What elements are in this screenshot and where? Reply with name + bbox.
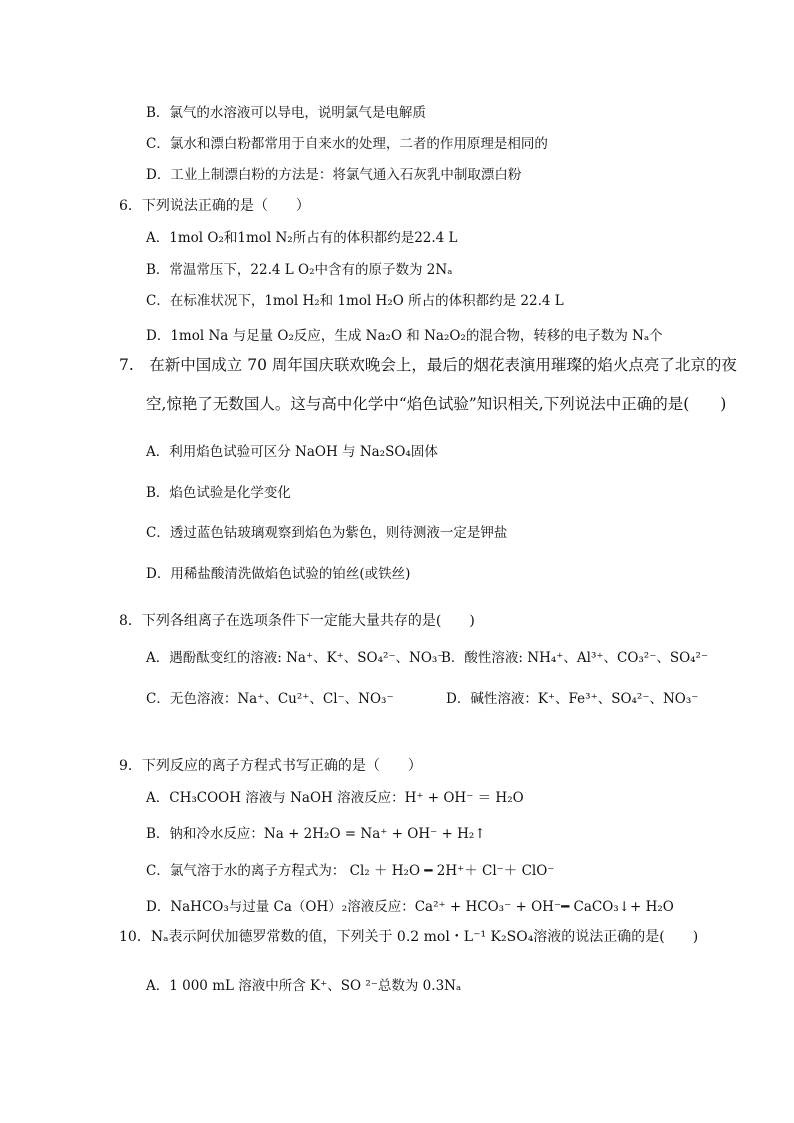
q8-option-c: C．无色溶液：Na⁺、Cu²⁺、Cl⁻、NO₃⁻ xyxy=(146,691,394,707)
q6-option-b: B．常温常压下，22.4 L O₂中含有的原子数为 2Nₐ xyxy=(146,262,453,278)
q5-option-b: B．氯气的水溶液可以导电，说明氯气是电解质 xyxy=(146,105,426,121)
q6-option-c: C．在标准状况下，1mol H₂和 1mol H₂O 所占的体积都约是 22.4 L xyxy=(146,293,564,309)
q7-option-b: B．焰色试验是化学变化 xyxy=(146,485,291,501)
q7-option-a: A．利用焰色试验可区分 NaOH 与 Na₂SO₄固体 xyxy=(146,444,438,460)
q10-stem: 10．Nₐ表示阿伏加德罗常数的值，下列关于 0.2 mol・L⁻¹ K₂SO₄溶液的说法正确的是( ) xyxy=(119,929,699,945)
q10-option-a: A．1 000 mL 溶液中所含 K⁺、SO ²⁻总数为 0.3Nₐ xyxy=(146,978,462,994)
q9-option-a: A．CH₃COOH 溶液与 NaOH 溶液反应：H⁺ + OH⁻ ＝ H₂O xyxy=(146,790,524,806)
q5-option-d: D．工业上制漂白粉的方法是：将氯气通入石灰乳中制取漂白粉 xyxy=(146,167,522,183)
q9-option-c: C．氯气溶于水的离子方程式为： Cl₂ ＋ H₂O ━ 2H⁺＋ Cl⁻＋ ClO⁻ xyxy=(146,863,555,879)
q6-option-d: D．1mol Na 与足量 O₂反应，生成 Na₂O 和 Na₂O₂的混合物，转移的电子数为 Nₐ个 xyxy=(146,328,663,344)
q9-stem: 9．下列反应的离子方程式书写正确的是（ ） xyxy=(119,758,422,774)
q7-stem-line1: 7. 在新中国成立 70 周年国庆联欢晚会上，最后的烟花表演用璀璨的焰火点亮了北京的夜 xyxy=(119,356,737,374)
q7-stem-line2: 空,惊艳了无数国人。这与高中化学中“焰色试验”知识相关,下列说法中正确的是( ) xyxy=(146,395,727,413)
q9-option-b: B．钠和冷水反应：Na + 2H₂O = Na⁺ + OH⁻ + H₂↑ xyxy=(146,826,486,842)
q7-option-c: C．透过蓝色钴玻璃观察到焰色为紫色，则待测液一定是钾盐 xyxy=(146,525,508,541)
q8-option-a: A．遇酚酞变红的溶液: Na⁺、K⁺、SO₄²⁻、NO₃⁻ xyxy=(146,650,445,666)
q6-option-a: A．1mol O₂和1mol N₂所占有的体积都约是22.4 L xyxy=(146,230,458,246)
q6-stem: 6．下列说法正确的是（ ） xyxy=(119,198,310,214)
q5-option-c: C．氯水和漂白粉都常用于自来水的处理，二者的作用原理是相同的 xyxy=(146,136,548,152)
q8-option-b: B．酸性溶液: NH₄⁺、Al³⁺、CO₃²⁻、SO₄²⁻ xyxy=(441,650,709,666)
q8-option-d: D．碱性溶液：K⁺、Fe³⁺、SO₄²⁻、NO₃⁻ xyxy=(446,691,699,707)
q9-option-d: D．NaHCO₃与过量 Ca（OH）₂溶液反应：Ca²⁺ + HCO₃⁻ + OH⁻━ CaCO₃↓+ H₂O xyxy=(146,899,674,915)
q7-option-d: D．用稀盐酸清洗做焰色试验的铂丝(或铁丝) xyxy=(146,566,411,582)
q8-stem: 8．下列各组离子在选项条件下一定能大量共存的是( ) xyxy=(119,613,475,629)
